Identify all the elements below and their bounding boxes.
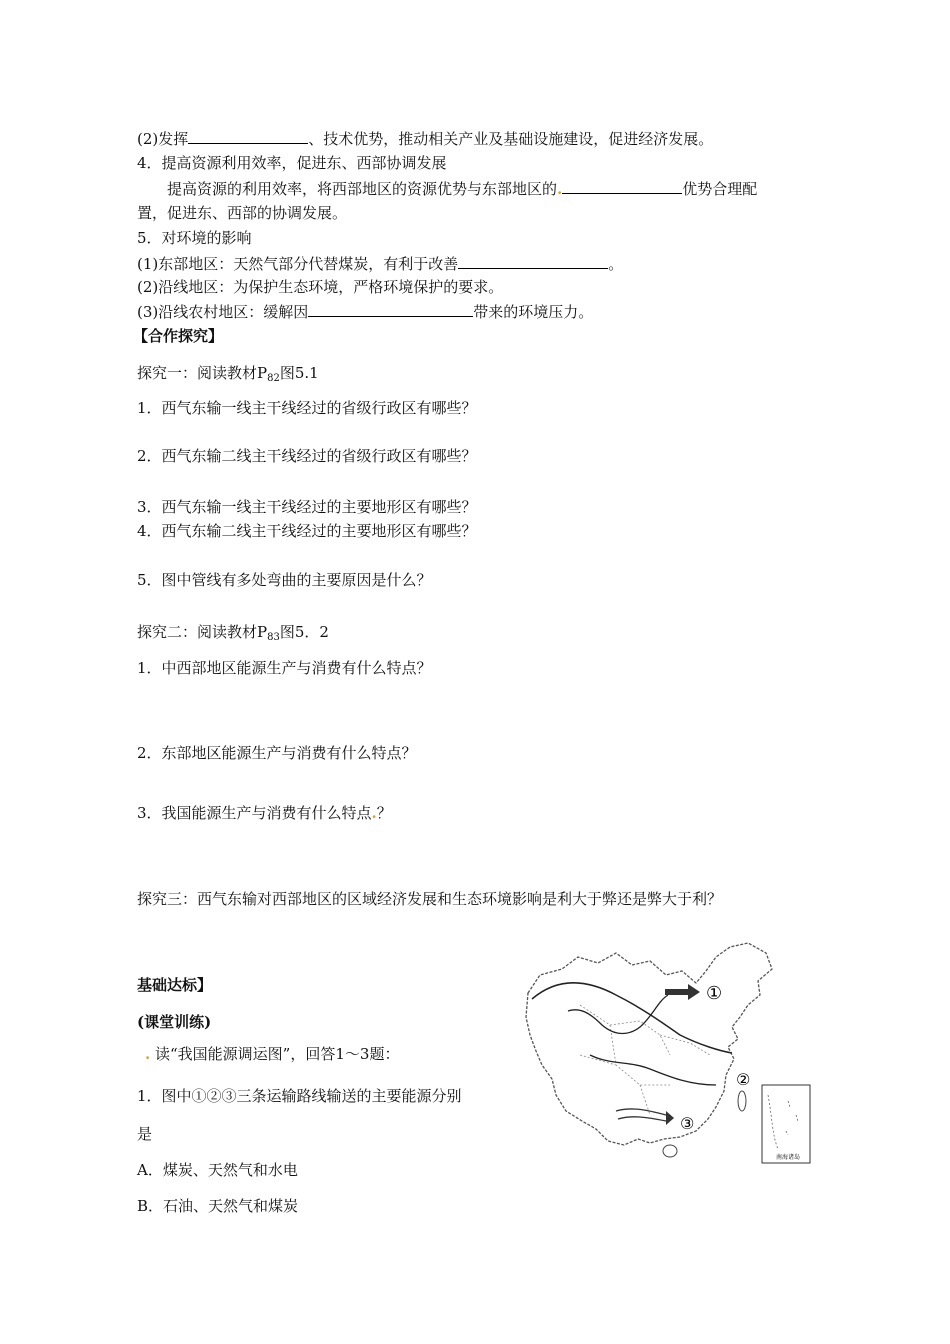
text: (2)发挥 <box>137 130 189 148</box>
paragraph-4-line-2: 置，促进东、西部的协调发展。 <box>137 204 348 222</box>
text: 提高资源的利用效率，将西部地区的资源优势与东部地区的 <box>167 180 558 198</box>
label-2: ② <box>736 1070 751 1089</box>
china-outline <box>526 943 772 1145</box>
label-1: ① <box>706 983 723 1004</box>
text: 读“我国能源调运图”，回答1～3题： <box>155 1045 400 1063</box>
task-2-q2: 2．东部地区能源生产与消费有什么特点？ <box>137 744 417 762</box>
basic-heading: 基础达标】 <box>137 976 213 994</box>
task-1-q2: 2．西气东输二线主干线经过的省级行政区有哪些？ <box>137 447 477 465</box>
env-item-3 <box>137 301 593 322</box>
text: 带来的环境压力。 <box>473 303 594 321</box>
page-subscript: 82 <box>267 373 280 384</box>
task-2-q3 <box>137 803 392 823</box>
route-west-gas <box>532 983 732 1053</box>
route-yellow-river <box>568 995 668 1034</box>
marker-dot: . <box>371 804 377 822</box>
text: 图5.1 <box>279 364 319 382</box>
marker-dot: . <box>557 180 563 198</box>
text: 图5．2 <box>279 623 329 641</box>
task-2-q1: 1．中西部地区能源生产与消费有什么特点？ <box>137 659 432 677</box>
answer-blank[interactable] <box>458 253 608 269</box>
energy-transfer-map <box>520 935 812 1167</box>
task-1-q1: 1．西气东输一线主干线经过的省级行政区有哪些？ <box>137 399 477 417</box>
text: 、技术优势，推动相关产业及基础设施建设，促进经济发展。 <box>308 130 714 148</box>
text: (3)沿线农村地区：缓解因 <box>137 303 309 321</box>
paragraph-4-line-1 <box>167 178 757 199</box>
page-subscript: 83 <box>267 632 280 643</box>
inset-label: 南海诸岛 <box>775 1154 801 1161</box>
text: 3．我国能源生产与消费有什么特点 <box>137 804 372 822</box>
line-2-develop <box>137 128 713 149</box>
task-1-q5: 5．图中管线有多处弯曲的主要原因是什么？ <box>137 571 432 589</box>
heading-5: 5．对环境的影响 <box>137 229 252 247</box>
question-1-line-2: 是 <box>137 1125 153 1143</box>
heading-4: 4．提高资源利用效率，促进东、西部协调发展 <box>137 154 447 172</box>
answer-blank[interactable] <box>562 178 682 194</box>
south-arrow-head <box>666 1111 674 1125</box>
marker-dot: . <box>145 1045 151 1063</box>
text: ？ <box>376 804 392 822</box>
text: 探究一：阅读教材P <box>137 364 268 382</box>
coal-arrow <box>665 984 700 1000</box>
task-1-q4: 4．西气东输二线主干线经过的主要地形区有哪些？ <box>137 522 477 540</box>
taiwan-island <box>738 1091 746 1111</box>
text: 优势合理配 <box>682 180 758 198</box>
basic-subheading: (课堂训练) <box>137 1013 212 1031</box>
hainan-island <box>663 1145 677 1157</box>
text: 探究二：阅读教材P <box>137 623 268 641</box>
text: 。 <box>608 255 624 273</box>
task-3: 探究三：西气东输对西部地区的区域经济发展和生态环境影响是利大于弊还是弊大于利？ <box>137 890 723 908</box>
task-2-title <box>137 622 329 648</box>
task-1-title <box>137 363 319 389</box>
option-b[interactable]: B．石油、天然气和煤炭 <box>137 1197 299 1215</box>
south-arrow <box>616 1109 666 1121</box>
label-3: ③ <box>680 1114 695 1133</box>
env-item-2: (2)沿线地区：为保护生态环境，严格环境保护的要求。 <box>137 278 504 296</box>
route-yangtze <box>590 1055 716 1085</box>
option-a[interactable]: A．煤炭、天然气和水电 <box>137 1161 298 1179</box>
reading-intro <box>145 1044 399 1064</box>
south-china-sea-inset <box>762 1085 810 1163</box>
coop-heading: 【合作探究】 <box>133 327 224 345</box>
answer-blank[interactable] <box>308 301 473 317</box>
env-item-1 <box>137 253 623 274</box>
task-1-q3: 3．西气东输一线主干线经过的主要地形区有哪些？ <box>137 498 477 516</box>
answer-blank[interactable] <box>188 128 308 144</box>
text: (1)东部地区：天然气部分代替煤炭，有利于改善 <box>137 255 459 273</box>
question-1-line-1: 1．图中①②③三条运输路线输送的主要能源分别 <box>137 1087 462 1105</box>
